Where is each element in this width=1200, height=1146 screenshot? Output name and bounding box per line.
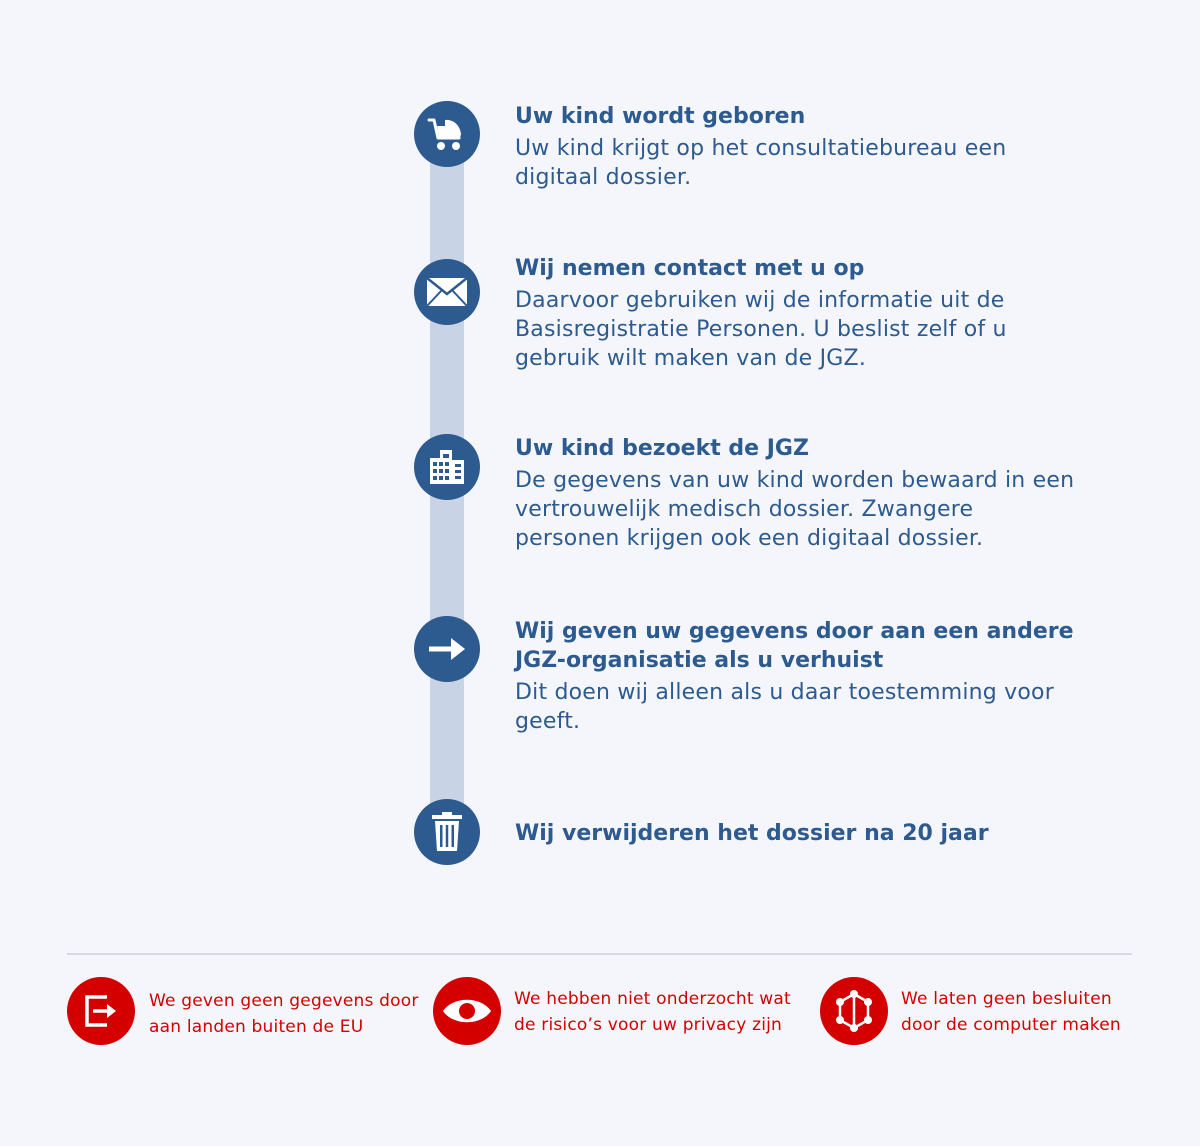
network-icon (820, 977, 888, 1045)
step-visit (515, 434, 1075, 553)
step-delete (515, 819, 1075, 848)
note-text: We geven geen gegevens door aan landen buiten de EU (149, 991, 419, 1037)
step-description: Uw kind krijgt op het consultatiebureau een digitaal dossier. (515, 136, 1007, 190)
step-description: Dit doen wij alleen als u daar toestemming voor geeft. (515, 680, 1054, 734)
arrow-right-icon (414, 616, 480, 682)
baby-stroller-icon (414, 101, 480, 167)
step-transfer (515, 617, 1075, 736)
step-contact (515, 254, 1075, 373)
note-text: We laten geen besluiten door de computer maken (901, 989, 1121, 1035)
step-title: Uw kind bezoekt de JGZ (515, 436, 809, 461)
step-title: Wij geven uw gegevens door aan een andere JGZ-organisatie als u verhuist (515, 619, 1074, 673)
step-title: Wij verwijderen het dossier na 20 jaar (515, 821, 989, 846)
step-description: Daarvoor gebruiken wij de informatie uit de Basisregistratie Personen. U beslist zelf of u gebruik wilt maken van de JGZ. (515, 288, 1007, 371)
envelope-icon (414, 259, 480, 325)
note-text: We hebben niet onderzocht wat de risico’s voor uw privacy zijn (514, 989, 791, 1035)
eye-icon (433, 977, 501, 1045)
building-icon (414, 434, 480, 500)
divider (67, 953, 1132, 955)
trash-icon (414, 799, 480, 865)
step-title: Uw kind wordt geboren (515, 104, 806, 129)
export-icon (67, 977, 135, 1045)
step-title: Wij nemen contact met u op (515, 256, 865, 281)
step-description: De gegevens van uw kind worden bewaard in een vertrouwelijk medisch dossier. Zwangere personen krijgen ook een digitaal dossier. (515, 468, 1075, 551)
step-born (515, 102, 1075, 192)
